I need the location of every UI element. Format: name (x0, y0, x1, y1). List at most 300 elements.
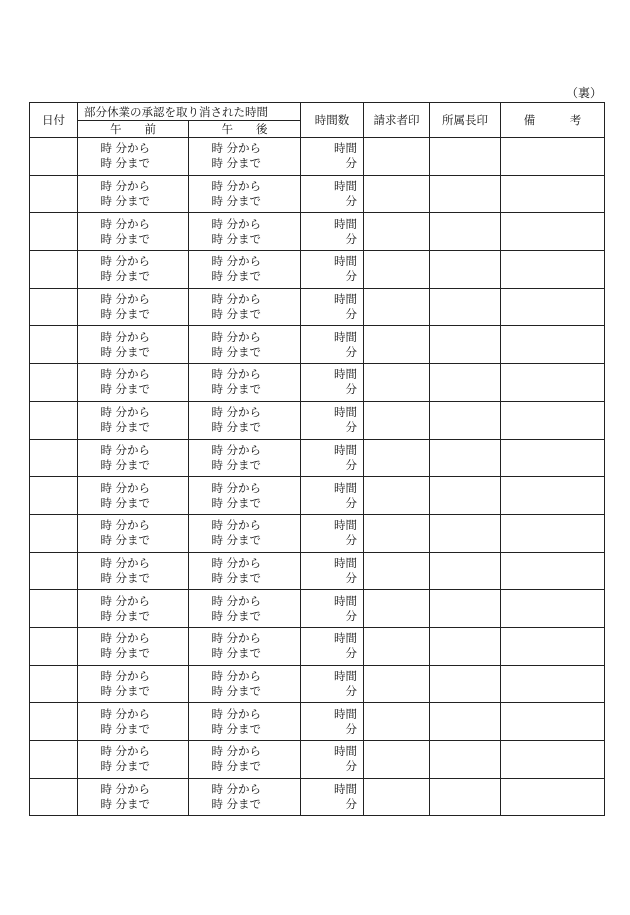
am-hour-label: 時 (100, 533, 112, 548)
pm-time-cell[interactable] (189, 703, 301, 741)
am-hour-label: 時 (100, 759, 112, 774)
header-cancelled-time: 部分休業の承認を取り消された時間 (78, 103, 301, 121)
pm-from-label: 分から (226, 782, 261, 797)
requester-seal-cell[interactable] (364, 741, 430, 779)
requester-seal-cell[interactable] (364, 364, 430, 402)
date-cell[interactable] (30, 175, 78, 213)
pm-time-cell[interactable] (189, 590, 301, 628)
hours-cell[interactable] (301, 627, 364, 665)
pm-hour-label: 時 (211, 759, 223, 774)
pm-to-label: 分まで (226, 570, 261, 585)
am-time-cell[interactable] (78, 590, 189, 628)
hours-cell[interactable] (301, 514, 364, 552)
pm-from-label: 分から (226, 216, 261, 231)
table-row (30, 477, 605, 515)
hours-cell[interactable] (301, 288, 364, 326)
am-to-label: 分まで (115, 533, 150, 548)
pm-hour-label: 時 (211, 480, 223, 495)
pm-hour-label: 時 (211, 533, 223, 548)
pm-to-label: 分まで (226, 156, 261, 171)
requester-seal-cell[interactable] (364, 590, 430, 628)
am-from-label: 分から (115, 254, 150, 269)
pm-hour-label: 時 (211, 292, 223, 307)
pm-time-cell[interactable] (189, 213, 301, 251)
manager-seal-cell[interactable] (430, 326, 501, 364)
date-cell[interactable] (30, 401, 78, 439)
am-hour-label: 時 (100, 518, 112, 533)
pm-from-label: 分から (226, 555, 261, 570)
pm-hour-label: 時 (211, 254, 223, 269)
date-cell[interactable] (30, 590, 78, 628)
pm-to-label: 分まで (226, 344, 261, 359)
am-time-cell[interactable] (78, 326, 189, 364)
manager-seal-cell[interactable] (430, 364, 501, 402)
am-hour-label: 時 (100, 367, 112, 382)
requester-seal-cell[interactable] (364, 251, 430, 289)
remarks-cell[interactable] (501, 778, 605, 816)
minutes-label: 分 (345, 344, 357, 359)
manager-seal-cell[interactable] (430, 213, 501, 251)
am-hour-label: 時 (100, 292, 112, 307)
am-to-label: 分まで (115, 495, 150, 510)
pm-hour-label: 時 (211, 782, 223, 797)
requester-seal-cell[interactable] (364, 401, 430, 439)
pm-time-cell[interactable] (189, 477, 301, 515)
am-time-cell[interactable] (78, 627, 189, 665)
hours-label: 時間 (334, 744, 357, 759)
requester-seal-cell[interactable] (364, 288, 430, 326)
am-to-label: 分まで (115, 457, 150, 472)
pm-from-label: 分から (226, 254, 261, 269)
am-time-cell[interactable] (78, 364, 189, 402)
hours-label: 時間 (334, 216, 357, 231)
hours-label: 時間 (334, 706, 357, 721)
am-time-cell[interactable] (78, 477, 189, 515)
pm-from-label: 分から (226, 744, 261, 759)
pm-time-cell[interactable] (189, 778, 301, 816)
am-from-label: 分から (115, 367, 150, 382)
table-row (30, 288, 605, 326)
am-hour-label: 時 (100, 179, 112, 194)
requester-seal-cell[interactable] (364, 477, 430, 515)
am-hour-label: 時 (100, 683, 112, 698)
am-from-label: 分から (115, 405, 150, 420)
pm-from-label: 分から (226, 593, 261, 608)
header-requester-seal: 請求者印 (364, 103, 430, 138)
manager-seal-cell[interactable] (430, 703, 501, 741)
pm-hour-label: 時 (211, 329, 223, 344)
hours-label: 時間 (334, 442, 357, 457)
am-to-label: 分まで (115, 344, 150, 359)
remarks-cell[interactable] (501, 703, 605, 741)
am-time-cell[interactable] (78, 665, 189, 703)
hours-label: 時間 (334, 141, 357, 156)
pm-time-cell[interactable] (189, 364, 301, 402)
pm-hour-label: 時 (211, 141, 223, 156)
pm-time-cell[interactable] (189, 138, 301, 176)
hours-label: 時間 (334, 518, 357, 533)
pm-hour-label: 時 (211, 179, 223, 194)
manager-seal-cell[interactable] (430, 138, 501, 176)
date-cell[interactable] (30, 552, 78, 590)
date-cell[interactable] (30, 741, 78, 779)
am-from-label: 分から (115, 179, 150, 194)
pm-hour-label: 時 (211, 307, 223, 322)
pm-from-label: 分から (226, 442, 261, 457)
date-cell[interactable] (30, 251, 78, 289)
remarks-cell[interactable] (501, 741, 605, 779)
pm-from-label: 分から (226, 668, 261, 683)
table-row (30, 590, 605, 628)
am-time-cell[interactable] (78, 552, 189, 590)
hours-cell[interactable] (301, 439, 364, 477)
pm-to-label: 分まで (226, 759, 261, 774)
am-time-cell[interactable] (78, 213, 189, 251)
pm-from-label: 分から (226, 179, 261, 194)
manager-seal-cell[interactable] (430, 288, 501, 326)
pm-time-cell[interactable] (189, 665, 301, 703)
am-hour-label: 時 (100, 254, 112, 269)
table-row (30, 703, 605, 741)
remarks-cell[interactable] (501, 665, 605, 703)
hours-label: 時間 (334, 555, 357, 570)
minutes-label: 分 (345, 533, 357, 548)
hours-cell[interactable] (301, 590, 364, 628)
am-hour-label: 時 (100, 797, 112, 812)
am-hour-label: 時 (100, 457, 112, 472)
am-time-cell[interactable] (78, 401, 189, 439)
date-cell[interactable] (30, 703, 78, 741)
pm-to-label: 分まで (226, 646, 261, 661)
date-cell[interactable] (30, 514, 78, 552)
am-hour-label: 時 (100, 495, 112, 510)
am-hour-label: 時 (100, 344, 112, 359)
pm-hour-label: 時 (211, 457, 223, 472)
am-time-cell[interactable] (78, 288, 189, 326)
pm-hour-label: 時 (211, 570, 223, 585)
manager-seal-cell[interactable] (430, 477, 501, 515)
am-hour-label: 時 (100, 593, 112, 608)
remarks-cell[interactable] (501, 213, 605, 251)
pm-hour-label: 時 (211, 555, 223, 570)
remarks-cell[interactable] (501, 288, 605, 326)
pm-hour-label: 時 (211, 646, 223, 661)
am-hour-label: 時 (100, 231, 112, 246)
am-time-cell[interactable] (78, 703, 189, 741)
pm-time-cell[interactable] (189, 514, 301, 552)
remarks-cell[interactable] (501, 326, 605, 364)
pm-to-label: 分まで (226, 495, 261, 510)
am-hour-label: 時 (100, 216, 112, 231)
pm-time-cell[interactable] (189, 401, 301, 439)
manager-seal-cell[interactable] (430, 665, 501, 703)
pm-time-cell[interactable] (189, 175, 301, 213)
am-to-label: 分まで (115, 156, 150, 171)
hours-cell[interactable] (301, 251, 364, 289)
am-hour-label: 時 (100, 269, 112, 284)
minutes-label: 分 (345, 759, 357, 774)
pm-time-cell[interactable] (189, 627, 301, 665)
am-time-cell[interactable] (78, 251, 189, 289)
am-to-label: 分まで (115, 382, 150, 397)
minutes-label: 分 (345, 307, 357, 322)
am-to-label: 分まで (115, 231, 150, 246)
minutes-label: 分 (345, 646, 357, 661)
pm-time-cell[interactable] (189, 439, 301, 477)
requester-seal-cell[interactable] (364, 778, 430, 816)
requester-seal-cell[interactable] (364, 627, 430, 665)
minutes-label: 分 (345, 797, 357, 812)
pm-to-label: 分まで (226, 382, 261, 397)
pm-to-label: 分まで (226, 797, 261, 812)
pm-hour-label: 時 (211, 420, 223, 435)
requester-seal-cell[interactable] (364, 138, 430, 176)
pm-to-label: 分まで (226, 533, 261, 548)
page-side-mark: （裏） (565, 86, 602, 100)
pm-hour-label: 時 (211, 706, 223, 721)
am-to-label: 分まで (115, 608, 150, 623)
requester-seal-cell[interactable] (364, 175, 430, 213)
pm-hour-label: 時 (211, 631, 223, 646)
pm-hour-label: 時 (211, 797, 223, 812)
am-from-label: 分から (115, 555, 150, 570)
pm-time-cell[interactable] (189, 326, 301, 364)
am-to-label: 分まで (115, 307, 150, 322)
remarks-cell[interactable] (501, 138, 605, 176)
am-time-cell[interactable] (78, 439, 189, 477)
am-hour-label: 時 (100, 329, 112, 344)
am-hour-label: 時 (100, 382, 112, 397)
requester-seal-cell[interactable] (364, 326, 430, 364)
requester-seal-cell[interactable] (364, 439, 430, 477)
remarks-cell[interactable] (501, 552, 605, 590)
hours-label: 時間 (334, 179, 357, 194)
date-cell[interactable] (30, 439, 78, 477)
manager-seal-cell[interactable] (430, 175, 501, 213)
remarks-cell[interactable] (501, 175, 605, 213)
am-from-label: 分から (115, 668, 150, 683)
pm-from-label: 分から (226, 367, 261, 382)
pm-hour-label: 時 (211, 721, 223, 736)
am-hour-label: 時 (100, 405, 112, 420)
hours-label: 時間 (334, 329, 357, 344)
header-hours: 時間数 (301, 103, 364, 138)
manager-seal-cell[interactable] (430, 439, 501, 477)
am-hour-label: 時 (100, 156, 112, 171)
hours-label: 時間 (334, 480, 357, 495)
am-hour-label: 時 (100, 555, 112, 570)
am-from-label: 分から (115, 216, 150, 231)
date-cell[interactable] (30, 213, 78, 251)
hours-cell[interactable] (301, 778, 364, 816)
header-pm: 午 後 (189, 121, 301, 138)
partial-leave-cancellation-table (29, 102, 605, 816)
am-hour-label: 時 (100, 194, 112, 209)
am-from-label: 分から (115, 292, 150, 307)
pm-hour-label: 時 (211, 683, 223, 698)
am-to-label: 分まで (115, 797, 150, 812)
minutes-label: 分 (345, 683, 357, 698)
am-time-cell[interactable] (78, 138, 189, 176)
hours-label: 時間 (334, 782, 357, 797)
manager-seal-cell[interactable] (430, 401, 501, 439)
am-time-cell[interactable] (78, 175, 189, 213)
hours-cell[interactable] (301, 138, 364, 176)
requester-seal-cell[interactable] (364, 552, 430, 590)
date-cell[interactable] (30, 138, 78, 176)
hours-cell[interactable] (301, 364, 364, 402)
pm-to-label: 分まで (226, 194, 261, 209)
table-row (30, 514, 605, 552)
pm-hour-label: 時 (211, 194, 223, 209)
header-am: 午 前 (78, 121, 189, 138)
pm-from-label: 分から (226, 480, 261, 495)
hours-label: 時間 (334, 593, 357, 608)
remarks-cell[interactable] (501, 439, 605, 477)
pm-hour-label: 時 (211, 593, 223, 608)
minutes-label: 分 (345, 608, 357, 623)
header-manager-seal: 所属長印 (430, 103, 501, 138)
pm-to-label: 分まで (226, 683, 261, 698)
minutes-label: 分 (345, 721, 357, 736)
requester-seal-cell[interactable] (364, 514, 430, 552)
am-time-cell[interactable] (78, 741, 189, 779)
pm-hour-label: 時 (211, 382, 223, 397)
pm-from-label: 分から (226, 631, 261, 646)
am-hour-label: 時 (100, 744, 112, 759)
date-cell[interactable] (30, 364, 78, 402)
minutes-label: 分 (345, 420, 357, 435)
am-from-label: 分から (115, 141, 150, 156)
pm-hour-label: 時 (211, 518, 223, 533)
date-cell[interactable] (30, 627, 78, 665)
date-cell[interactable] (30, 477, 78, 515)
table-row (30, 326, 605, 364)
date-cell[interactable] (30, 778, 78, 816)
manager-seal-cell[interactable] (430, 251, 501, 289)
table-row (30, 175, 605, 213)
hours-cell[interactable] (301, 477, 364, 515)
minutes-label: 分 (345, 457, 357, 472)
am-hour-label: 時 (100, 141, 112, 156)
pm-from-label: 分から (226, 329, 261, 344)
pm-hour-label: 時 (211, 156, 223, 171)
am-from-label: 分から (115, 593, 150, 608)
pm-to-label: 分まで (226, 269, 261, 284)
table-row (30, 364, 605, 402)
am-hour-label: 時 (100, 721, 112, 736)
hours-cell[interactable] (301, 552, 364, 590)
requester-seal-cell[interactable] (364, 665, 430, 703)
hours-cell[interactable] (301, 665, 364, 703)
am-time-cell[interactable] (78, 514, 189, 552)
am-hour-label: 時 (100, 631, 112, 646)
hours-cell[interactable] (301, 175, 364, 213)
hours-cell[interactable] (301, 326, 364, 364)
remarks-cell[interactable] (501, 627, 605, 665)
am-time-cell[interactable] (78, 778, 189, 816)
am-from-label: 分から (115, 631, 150, 646)
pm-to-label: 分まで (226, 420, 261, 435)
hours-label: 時間 (334, 254, 357, 269)
hours-label: 時間 (334, 631, 357, 646)
manager-seal-cell[interactable] (430, 741, 501, 779)
date-cell[interactable] (30, 288, 78, 326)
hours-cell[interactable] (301, 213, 364, 251)
pm-hour-label: 時 (211, 495, 223, 510)
hours-cell[interactable] (301, 401, 364, 439)
am-hour-label: 時 (100, 442, 112, 457)
manager-seal-cell[interactable] (430, 552, 501, 590)
pm-from-label: 分から (226, 292, 261, 307)
header-date: 日付 (30, 103, 78, 138)
am-from-label: 分から (115, 480, 150, 495)
remarks-cell[interactable] (501, 514, 605, 552)
am-to-label: 分まで (115, 570, 150, 585)
minutes-label: 分 (345, 570, 357, 585)
pm-to-label: 分まで (226, 231, 261, 246)
manager-seal-cell[interactable] (430, 590, 501, 628)
manager-seal-cell[interactable] (430, 627, 501, 665)
pm-to-label: 分まで (226, 457, 261, 472)
hours-cell[interactable] (301, 741, 364, 779)
am-hour-label: 時 (100, 646, 112, 661)
am-from-label: 分から (115, 744, 150, 759)
date-cell[interactable] (30, 665, 78, 703)
pm-time-cell[interactable] (189, 288, 301, 326)
table-row (30, 138, 605, 176)
pm-time-cell[interactable] (189, 251, 301, 289)
pm-hour-label: 時 (211, 442, 223, 457)
minutes-label: 分 (345, 156, 357, 171)
header-remarks: 備 考 (501, 103, 605, 138)
remarks-cell[interactable] (501, 477, 605, 515)
am-hour-label: 時 (100, 668, 112, 683)
requester-seal-cell[interactable] (364, 703, 430, 741)
pm-from-label: 分から (226, 518, 261, 533)
am-hour-label: 時 (100, 706, 112, 721)
pm-hour-label: 時 (211, 231, 223, 246)
am-hour-label: 時 (100, 570, 112, 585)
pm-hour-label: 時 (211, 269, 223, 284)
table-row (30, 627, 605, 665)
minutes-label: 分 (345, 269, 357, 284)
am-from-label: 分から (115, 782, 150, 797)
hours-cell[interactable] (301, 703, 364, 741)
manager-seal-cell[interactable] (430, 514, 501, 552)
requester-seal-cell[interactable] (364, 213, 430, 251)
pm-time-cell[interactable] (189, 552, 301, 590)
table-row (30, 439, 605, 477)
hours-label: 時間 (334, 668, 357, 683)
pm-hour-label: 時 (211, 216, 223, 231)
remarks-cell[interactable] (501, 590, 605, 628)
date-cell[interactable] (30, 326, 78, 364)
pm-hour-label: 時 (211, 405, 223, 420)
table-row (30, 213, 605, 251)
remarks-cell[interactable] (501, 401, 605, 439)
table-row (30, 741, 605, 779)
pm-from-label: 分から (226, 141, 261, 156)
pm-time-cell[interactable] (189, 741, 301, 779)
pm-to-label: 分まで (226, 608, 261, 623)
manager-seal-cell[interactable] (430, 778, 501, 816)
table-row (30, 778, 605, 816)
remarks-cell[interactable] (501, 251, 605, 289)
remarks-cell[interactable] (501, 364, 605, 402)
am-from-label: 分から (115, 329, 150, 344)
minutes-label: 分 (345, 382, 357, 397)
